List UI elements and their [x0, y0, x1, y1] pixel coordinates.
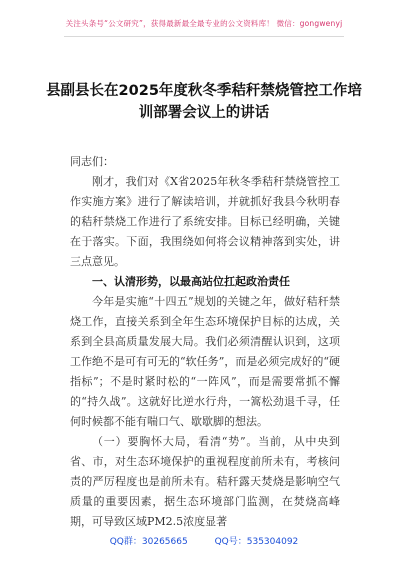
intro-paragraph: 刚才，我们对《X省2025年秋冬季秸秆禁烧管控工作实施方案》进行了解读培训，并就抓好我县今秋明春的秸秆禁烧工作进行了系统安排。目标已经明确，关键在于落实。下面，我围绕如何将会议精神落到实处，讲三点意见。 — [70, 175, 340, 268]
qq-number: QQ号：535304092 — [214, 537, 299, 547]
title-line-2: 训部署会议上的讲话 — [138, 105, 270, 121]
header-divider — [64, 36, 344, 37]
document-body — [70, 152, 340, 532]
header-banner: 关注头条号“公文研究”，获得最新最全最专业的公文资料库！ 微信：gongwenyj — [65, 19, 343, 28]
section-heading-1: 一、认清形势，以最高站位扛起政治责任 — [92, 275, 290, 288]
salutation: 同志们： — [70, 155, 114, 168]
title-line-1: 县副县长在2025年度秋冬季秸秆禁烧管控工作培 — [46, 83, 362, 99]
qq-group: QQ群：30265665 — [109, 537, 188, 547]
section1-paragraph-1: 今年是实施“十四五”规划的关键之年，做好秸秆禁烧工作，直接关系到全年生态环境保护目标的达成，关系到全县高质量发展大局。我们必须清醒认识到，这项工作绝不是可有可无的“软任务”，而是必须完成好的“硬指标”；不是时紧时松的“一阵风”，而是需要常抓不懈的“持久战”。这就好比逆水行舟，一篙松劲退千寻，任何时候都不能有喘口气、歇歇脚的想法。 — [70, 295, 340, 428]
footer-contact — [0, 534, 408, 547]
document-title — [46, 80, 362, 124]
section1-paragraph-2: （一）要胸怀大局，看清“势”。当前，从中央到省、市，对生态环境保护的重视程度前所未有，考核问责的严厉程度也是前所未有。秸秆露天焚烧是影响空气质量的重要因素，据生态环境部门监测，在焚烧高峰期，可导致区域PM2.5浓度显著 — [70, 435, 340, 528]
